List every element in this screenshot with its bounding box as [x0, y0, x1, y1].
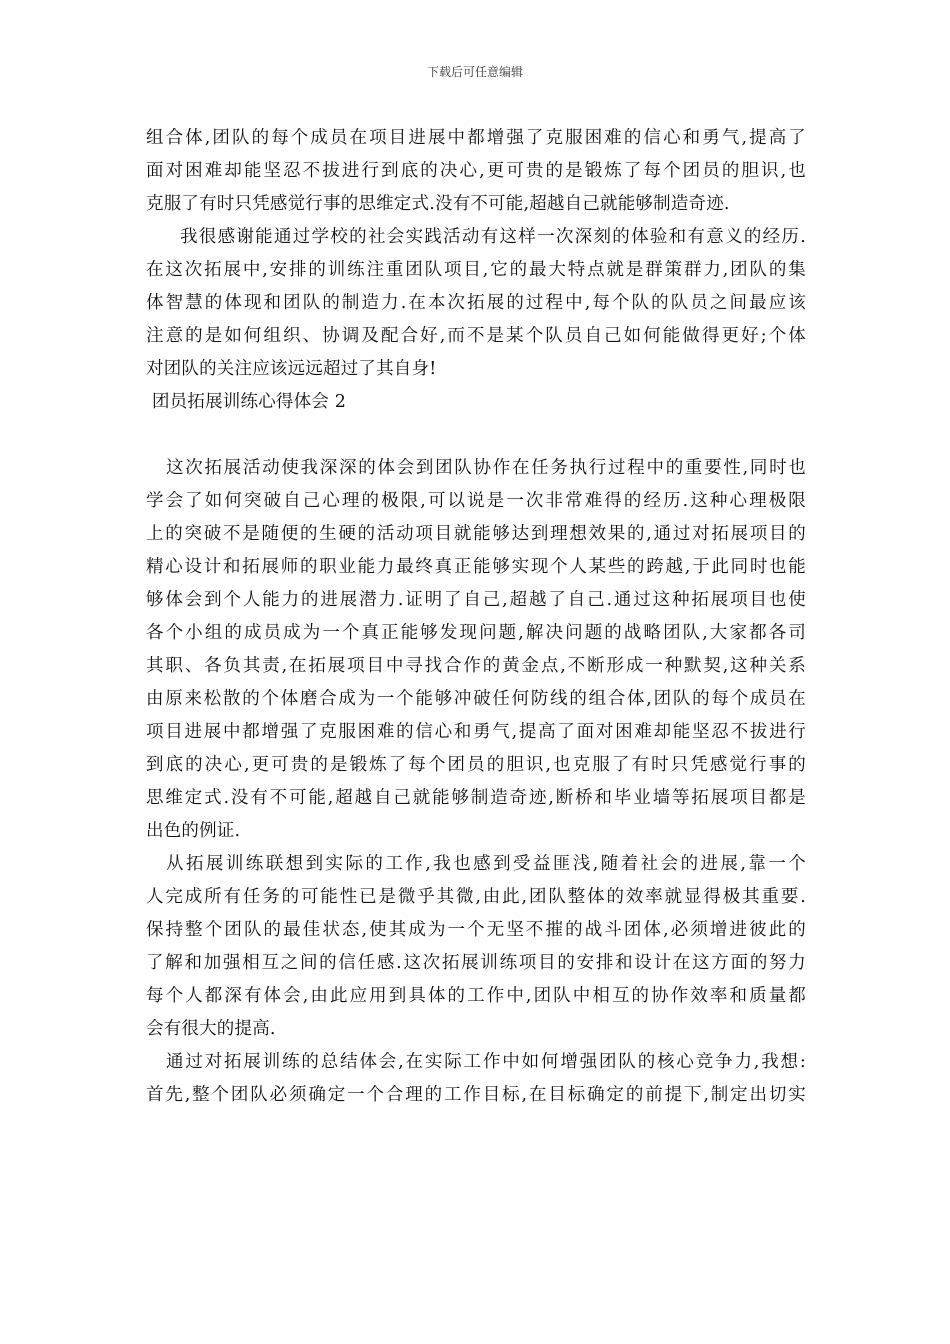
text-line: 人完成所有任务的可能性已是微乎其微,由此,团队整体的效率就显得极其重要. [146, 887, 806, 907]
text-line: 我很感谢能通过学校的社会实践活动有这样一次深刻的体验和有意义的经历. [180, 227, 806, 247]
text-line: 体智慧的体现和团队的制造力.在本次拓展的过程中,每个队的队员之间最应该 [146, 293, 806, 313]
text-line: 其职、各负其责,在拓展项目中寻找合作的黄金点,不断形成一种默契,这种关系 [146, 656, 806, 676]
text-line: 上的突破不是随便的生硬的活动项目就能够达到理想效果的,通过对拓展项目的 [146, 524, 806, 544]
text-line: 出色的例证. [146, 821, 241, 841]
paragraph [146, 122, 806, 221]
text-line: 各个小组的成员成为一个真正能够发现问题,解决问题的战略团队,大家都各司 [146, 623, 806, 643]
text-line: 从拓展训练联想到实际的工作,我也感到受益匪浅,随着社会的进展,靠一个 [166, 854, 806, 874]
blank-line [146, 419, 806, 452]
text-line: 精心设计和拓展师的职业能力最终真正能够实现个人某些的跨越,于此同时也能 [146, 557, 806, 577]
text-line: 思维定式.没有不可能,超越自己就能够制造奇迹,断桥和毕业墙等拓展项目都是 [146, 788, 806, 808]
text-line: 在这次拓展中,安排的训练注重团队项目,它的最大特点就是群策群力,团队的集 [146, 260, 806, 280]
paragraph [146, 221, 806, 386]
text-line: 面对困难却能坚忍不拔进行到底的决心,更可贵的是锻炼了每个团员的胆识,也 [146, 161, 806, 181]
text-line: 了解和加强相互之间的信任感.这次拓展训练项目的安排和设计在这方面的努力 [146, 953, 806, 973]
section-title: 团员拓展训练心得体会 2 [152, 392, 347, 412]
text-line: 克服了有时只凭感觉行事的思维定式.没有不可能,超越自己就能够制造奇迹. [146, 194, 730, 214]
text-line: 够体会到个人能力的进展潜力.证明了自己,超越了自己.通过这种拓展项目也使 [146, 590, 806, 610]
text-line: 首先,整个团队必须确定一个合理的工作目标,在目标确定的前提下,制定出切实 [146, 1085, 806, 1105]
text-line: 会有很大的提高. [146, 1019, 276, 1039]
text-line: 由原来松散的个体磨合成为一个能够冲破任何防线的组合体,团队的每个成员在 [146, 689, 806, 709]
text-line: 对团队的关注应该远远超过了其自身! [146, 359, 437, 379]
text-line: 注意的是如何组织、协调及配合好,而不是某个队员自己如何能做得更好;个体 [146, 326, 806, 346]
page-header: 下载后可任意编辑 [426, 65, 523, 79]
text-line: 学会了如何突破自己心理的极限,可以说是一次非常难得的经历.这种心理极限 [146, 491, 806, 511]
text-line: 项目进展中都增强了克服困难的信心和勇气,提高了面对困难却能坚忍不拔进行 [146, 722, 806, 742]
paragraph [146, 452, 806, 848]
text-line: 保持整个团队的最佳状态,使其成为一个无坚不摧的战斗团体,必须增进彼此的 [146, 920, 806, 940]
text-line: 到底的决心,更可贵的是锻炼了每个团员的胆识,也克服了有时只凭感觉行事的 [146, 755, 806, 775]
document-body [146, 122, 806, 1112]
paragraph [146, 848, 806, 1046]
paragraph [146, 1046, 806, 1112]
text-line: 组合体,团队的每个成员在项目进展中都增强了克服困难的信心和勇气,提高了 [146, 128, 806, 148]
text-line: 通过对拓展训练的总结体会,在实际工作中如何增强团队的核心竞争力,我想: [166, 1052, 806, 1072]
text-line: 每个人都深有体会,由此应用到具体的工作中,团队中相互的协作效率和质量都 [146, 986, 806, 1006]
text-line: 这次拓展活动使我深深的体会到团队协作在任务执行过程中的重要性,同时也 [166, 458, 806, 478]
